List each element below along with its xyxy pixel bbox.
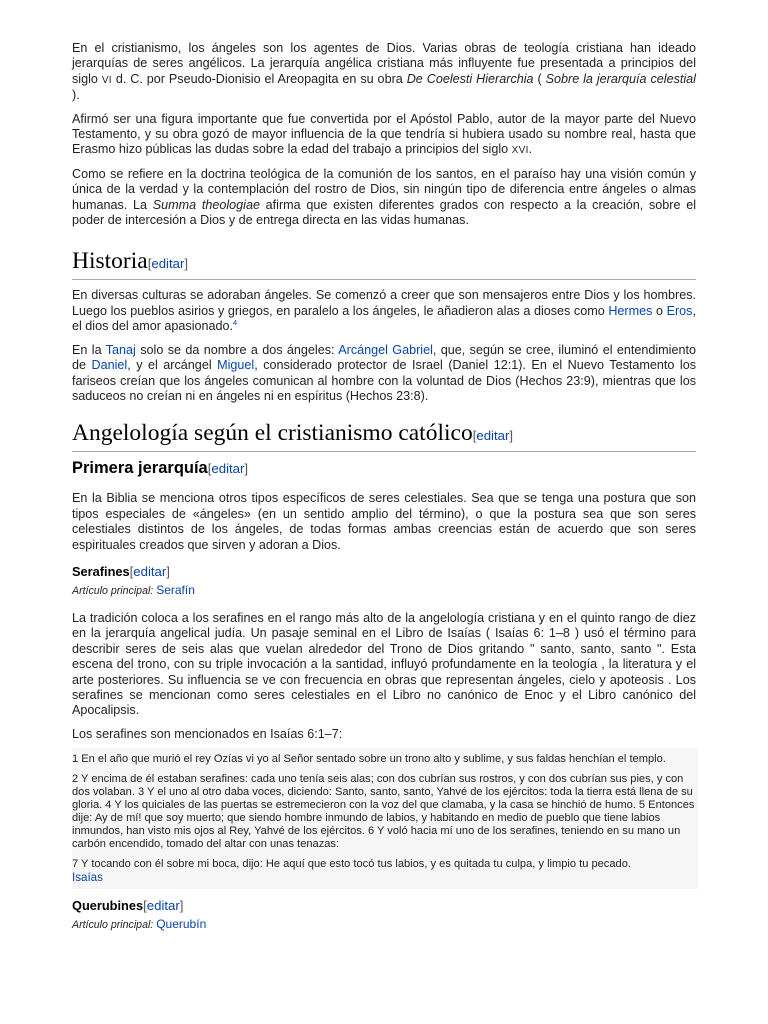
link-miguel[interactable]: Miguel: [217, 358, 255, 373]
text: solo se da nombre a dos ángeles:: [135, 342, 339, 357]
text: Como se refiere en la doctrina teológica de la comunión de los santos, en el paraíso hay una visión común y única de la verdad y la contemplación del rostro de Dios, sin ningún tipo de diferencia entre ángeles o almas humanas. La: [72, 166, 696, 212]
link-arcangel-gabriel[interactable]: Arcángel Gabriel: [338, 342, 433, 357]
quote-verses-2-6: 2 Y encima de él estaban serafines: cada uno tenía seis alas; con dos cubrían sus rostros, y con dos cubrían sus pies, y con dos volaban. 3 Y el uno al otro daba voces, diciendo: Santo, santo, santo, Yahvé de los ejércitos: toda la tierra está llena de su gloria. 4 Y los quiciales de las puertas se estremecieron con la voz del que clamaba, y la casa se hinchió de humo. 5 Entonces dije: Ay de mí! que soy muerto; que siendo hombre inmundo de labios, y habitando en medio de pueblo que tiene labios inmundos, han visto mis ojos al Rey, Yahvé de los ejércitos. 6 Y voló hacia mí uno de los serafines, teniendo en su mano un carbón encendido, tomado del altar con unas tenazas:: [72, 773, 695, 851]
century-numeral: XVI: [511, 145, 529, 157]
subsection-heading-querubines: [72, 898, 696, 914]
text: En la: [72, 342, 106, 357]
hatnote-label: Artículo principal:: [72, 919, 157, 932]
link-hermes[interactable]: Hermes: [608, 303, 653, 318]
bracket: ]: [509, 428, 514, 444]
hatnote-main-article: [72, 917, 696, 933]
edit-link[interactable]: editar: [151, 256, 185, 272]
historia-paragraph-2: [72, 343, 696, 405]
edit-link[interactable]: editar: [146, 898, 180, 914]
reference-link[interactable]: 4: [233, 318, 238, 328]
edit-link[interactable]: editar: [211, 461, 245, 477]
bracket: [: [143, 898, 147, 914]
link-daniel[interactable]: Daniel: [91, 358, 128, 373]
hatnote-label: Artículo principal:: [72, 584, 157, 597]
text: ).: [72, 88, 80, 103]
serafines-paragraph-2: Los serafines son mencionados en Isaías 6:1–7:: [72, 726, 343, 741]
text: afirma que existen diferentes grados con respecto a la creación, sobre el poder de intercesión a Dios y de entrega directa en las vidas humanas.: [72, 197, 696, 228]
text: .: [528, 142, 533, 157]
intro-paragraph-3: [72, 167, 696, 229]
heading-text: Serafines: [72, 563, 130, 579]
serafines-paragraph-1: La tradición coloca a los serafines en el rango más alto de la angelología cristiana y en el quinto rango de diez en la jerarquía angelical judía. Un pasaje seminal en el Libro de Isaías ( Isaías 6: 1–8 ) usó el término para describir seres de seis alas que vuelan alrededor del Trono de Dios gritando " santo, santo, santo ". Esta escena del trono, con su triple invocación a la santidad, influyó profundamente en la teología , la literatura y el arte posteriores. Su influencia se ve con frecuencia en obras que representan ángeles, cielo y apoteosis . Los serafines se mencionan como seres celestiales en el Libro no canónico de Enoc y el Libro canónico del Apocalipsis.: [72, 610, 696, 718]
bracket: ]: [184, 256, 189, 272]
primera-jerarquia-paragraph: En la Biblia se menciona otros tipos específicos de seres celestiales. Sea que se tenga una postura que son tipos especiales de «ángeles» (en un sentido amplio del término), o que la postura sea que son seres celestiales distintos de los ángeles, de todas formas ambas creencias están de acuerdo que son seres espirituales creados que sirven y adoran a Dios.: [72, 491, 696, 552]
bracket: [: [147, 256, 152, 272]
bracket: ]: [179, 898, 184, 914]
section-heading-historia: [72, 248, 696, 280]
quote-source-link[interactable]: Isaías: [72, 871, 103, 885]
text: , considerado protector de Israel (Daniel 12:1). En el Nuevo Testamento los fariseos creían que los ángeles comunican al hombre con la voluntad de Dios (Hechos 23:9), mientras que los saduceos no creían ni en ángeles ni en espíritus (Hechos 23:8).: [72, 358, 696, 403]
text: (: [533, 71, 546, 86]
heading-text: Historia: [72, 248, 148, 275]
heading-text: Querubines: [72, 898, 144, 914]
link-tanaj[interactable]: Tanaj: [105, 342, 136, 357]
edit-section-link[interactable]: [130, 564, 170, 579]
text: En diversas culturas se adoraban ángeles. Se comenzó a creer que son mensajeros entre Dios y los hombres. Luego los pueblos asirios y griegos, en paralelo a los ángeles, le añadieron alas a dioses como: [72, 288, 696, 318]
bracket: [: [207, 461, 212, 477]
edit-link[interactable]: editar: [133, 563, 167, 579]
intro-paragraph-2: [72, 112, 696, 159]
text: , el dios del amor apasionado.: [72, 303, 696, 334]
heading-text: Primera jerarquía: [72, 459, 208, 478]
edit-section-link[interactable]: [208, 461, 248, 476]
bracket: [: [472, 428, 477, 444]
edit-section-link[interactable]: [148, 256, 188, 271]
work-title: De Coelesti Hierarchia: [406, 71, 534, 86]
intro-paragraph-1: [72, 41, 696, 104]
work-title: Summa theologiae: [152, 197, 260, 212]
text: , y el arcángel: [127, 358, 218, 373]
link-eros[interactable]: Eros: [666, 303, 693, 318]
hatnote-main-article: [72, 583, 696, 599]
edit-section-link[interactable]: [143, 898, 183, 913]
quote-verse-1: 1 En el año que murió el rey Ozías vi yo al Señor sentado sobre un trono alto y sublime, y sus faldas henchían el templo.: [72, 753, 666, 766]
link-querubin[interactable]: Querubín: [156, 917, 207, 932]
heading-text: Angelología según el cristianismo católico: [72, 420, 473, 447]
historia-paragraph-1: [72, 288, 696, 334]
edit-link[interactable]: editar: [476, 428, 510, 444]
blockquote-isaias: [72, 748, 698, 889]
quote-verse-7: 7 Y tocando con él sobre mi boca, dijo: He aquí que esto tocó tus labios, y es quitada tu culpa, y limpio tu pecado.: [72, 858, 631, 871]
subsection-heading-serafines: [72, 564, 696, 580]
link-serafin[interactable]: Serafín: [156, 582, 195, 597]
bracket: ]: [244, 461, 249, 477]
bracket: [: [129, 563, 134, 579]
text: En el cristianismo, los ángeles son los agentes de Dios. Varias obras de teología cristiana han ideado jerarquías de seres angélicos. La jerarquía angélica cristiana más influyente fue presentada a principios del siglo: [72, 41, 696, 86]
century-numeral: VI: [101, 74, 112, 86]
text: o: [652, 303, 667, 318]
text: Afirmó ser una figura importante que fue convertida por el Apóstol Pablo, autor de la mayor parte del Nuevo Testamento, y su obra gozó de mayor influencia de la que tendría si hubiera usado su nombre real, hasta que Erasmo hizo públicas las dudas sobre la edad del trabajo a principios del siglo: [72, 111, 696, 157]
edit-section-link[interactable]: [473, 428, 513, 443]
work-title-translation: Sobre la jerarquía celestial: [545, 71, 696, 86]
bracket: ]: [166, 563, 170, 579]
text: , que, según se cree, iluminó el entendimiento de: [72, 342, 696, 373]
section-heading-angelologia: [72, 420, 696, 452]
text: d. C. por Pseudo-Dionisio el Areopagita en su obra: [111, 71, 407, 86]
subsection-heading-primera-jerarquia: [72, 458, 696, 479]
